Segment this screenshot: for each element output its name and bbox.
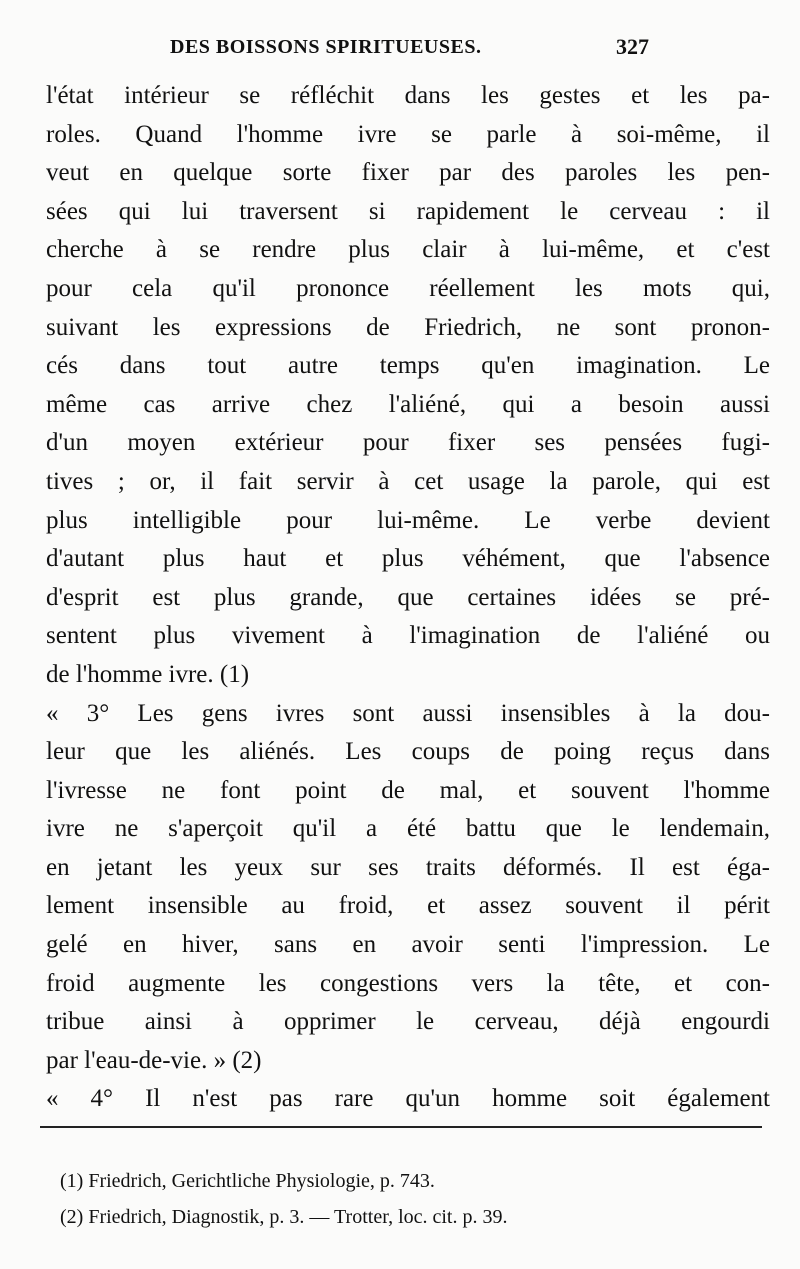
footnote-rule <box>40 1126 762 1128</box>
text-line: d'autant plus haut et plus véhément, que l'absence <box>46 545 770 573</box>
running-title: DES BOISSONS SPIRITUEUSES. <box>170 36 482 58</box>
text-line: d'un moyen extérieur pour fixer ses pensées fugi- <box>46 429 770 457</box>
text-line: leur que les aliénés. Les coups de poing reçus dans <box>46 738 770 766</box>
text-line: froid augmente les congestions vers la tête, et con- <box>46 969 770 997</box>
text-line: l'ivresse ne font point de mal, et souvent l'homme <box>46 776 770 804</box>
text-line: sentent plus vivement à l'imagination de l'aliéné ou <box>46 622 770 650</box>
text-line: l'état intérieur se réfléchit dans les gestes et les pa- <box>46 82 770 109</box>
body-text <box>46 77 770 1119</box>
text-line: tives ; or, il fait servir à cet usage la parole, qui est <box>46 467 770 495</box>
text-line: même cas arrive chez l'aliéné, qui a besoin aussi <box>46 390 770 418</box>
text-line: en jetant les yeux sur ses traits déformés. Il est éga- <box>46 853 770 881</box>
text-line: « 3° Les gens ivres sont aussi insensibles à la dou- <box>46 699 770 727</box>
text-line: roles. Quand l'homme ivre se parle à soi-même, il <box>46 120 770 148</box>
text-line: pour cela qu'il prononce réellement les mots qui, <box>46 274 770 302</box>
footnote: (1) Friedrich, Gerichtliche Physiologie, p. 743. <box>60 1170 435 1192</box>
text-line: « 4° Il n'est pas rare qu'un homme soit également <box>46 1085 770 1113</box>
text-line: cés dans tout autre temps qu'en imagination. Le <box>46 352 770 380</box>
text-line: sées qui lui traversent si rapidement le cerveau : il <box>46 197 770 225</box>
text-line: cherche à se rendre plus clair à lui-même, et c'est <box>46 236 770 264</box>
text-line: veut en quelque sorte fixer par des paroles les pen- <box>46 159 770 187</box>
text-line: suivant les expressions de Friedrich, ne sont pronon- <box>46 313 770 341</box>
footnote: (2) Friedrich, Diagnostik, p. 3. — Trotter, loc. cit. p. 39. <box>60 1206 508 1228</box>
text-line: plus intelligible pour lui-même. Le verbe devient <box>46 506 770 534</box>
running-head <box>0 36 800 66</box>
text-line: lement insensible au froid, et assez souvent il périt <box>46 892 770 920</box>
page-number: 327 <box>616 34 649 59</box>
text-line: par l'eau-de-vie. » (2) <box>46 1046 262 1074</box>
footnotes <box>60 1163 760 1235</box>
text-line: gelé en hiver, sans en avoir senti l'impression. Le <box>46 931 770 959</box>
text-line: d'esprit est plus grande, que certaines idées se pré- <box>46 583 770 611</box>
text-line: de l'homme ivre. (1) <box>46 660 250 688</box>
text-line: ivre ne s'aperçoit qu'il a été battu que le lendemain, <box>46 815 770 843</box>
text-line: tribue ainsi à opprimer le cerveau, déjà engourdi <box>46 1008 770 1036</box>
